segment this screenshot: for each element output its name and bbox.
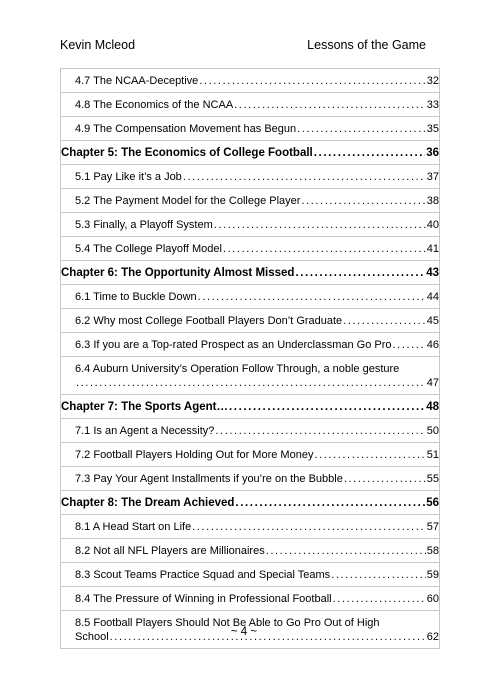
dot-leader: [229, 400, 425, 414]
dot-leader: [76, 376, 426, 390]
toc-entry-title: Chapter 6: The Opportunity Almost Missed: [61, 267, 295, 279]
toc-chapter-row[interactable]: [60, 141, 440, 165]
toc-entry-page: 51: [426, 449, 439, 461]
toc-entry-title: 5.1 Pay Like it’s a Job: [75, 171, 182, 183]
toc-section-row[interactable]: [60, 563, 440, 587]
toc-entry-page: 59: [426, 569, 439, 581]
toc-entry-page: 47: [426, 377, 439, 389]
toc-entry-page: 62: [426, 631, 439, 643]
dot-leader: [214, 218, 426, 232]
toc-entry-page: 60: [426, 593, 439, 605]
toc-entry-title: 7.1 Is an Agent a Necessity?: [75, 425, 215, 437]
toc-entry-title: 5.3 Finally, a Playoff System: [75, 219, 213, 231]
toc-section-row[interactable]: [60, 419, 440, 443]
dot-leader: [344, 472, 426, 486]
toc-entry-title: 6.3 If you are a Top-rated Prospect as an Underclassman Go Pro: [75, 339, 392, 351]
toc-section-row[interactable]: [60, 443, 440, 467]
toc-entry-title: 6.1 Time to Buckle Down: [75, 291, 197, 303]
dot-leader: [215, 424, 425, 438]
toc-entry-page: 41: [426, 243, 439, 255]
toc-section-row[interactable]: [60, 213, 440, 237]
toc-entry-title: Chapter 5: The Economics of College Football: [61, 147, 313, 159]
toc-entry-title-line1: 8.5 Football Players Should Not Be Able to Go Pro Out of High: [75, 617, 380, 629]
toc-entry-page: 46: [426, 339, 439, 351]
toc-entry-title: Chapter 7: The Sports Agent…: [61, 401, 228, 413]
toc-section-row[interactable]: [60, 467, 440, 491]
table-of-contents: [60, 68, 440, 649]
toc-entry-page: 45: [426, 315, 439, 327]
toc-entry-page: 38: [426, 195, 439, 207]
dot-leader: [266, 544, 426, 558]
dot-leader: [192, 520, 426, 534]
toc-section-row[interactable]: [60, 237, 440, 261]
toc-chapter-row[interactable]: [60, 395, 440, 419]
toc-entry-page: 32: [426, 75, 439, 87]
dot-leader: [393, 338, 426, 352]
toc-entry-page: 40: [426, 219, 439, 231]
toc-entry-title: 6.2 Why most College Football Players Don’t Graduate: [75, 315, 343, 327]
dot-leader: [235, 496, 425, 510]
header-book-title: Lessons of the Game: [307, 38, 426, 52]
dot-leader: [199, 74, 425, 88]
toc-entry-page: 56: [426, 497, 439, 509]
toc-section-row[interactable]: [60, 189, 440, 213]
toc-entry-title: 8.3 Scout Teams Practice Squad and Special Teams: [75, 569, 331, 581]
header-author: Kevin Mcleod: [60, 38, 136, 52]
toc-section-row[interactable]: [60, 285, 440, 309]
toc-entry-page: 35: [426, 123, 439, 135]
running-header: [60, 38, 426, 52]
toc-section-row[interactable]: [60, 333, 440, 357]
toc-section-row[interactable]: [60, 515, 440, 539]
toc-entry-title-line1: 6.4 Auburn University’s Operation Follow Through, a noble gesture: [75, 363, 400, 375]
dot-leader: [198, 290, 426, 304]
toc-section-row[interactable]: [60, 309, 440, 333]
toc-entry-title-line2: School: [75, 631, 109, 643]
toc-entry-title: 8.2 Not all NFL Players are Millionaires: [75, 545, 265, 557]
dot-leader: [223, 242, 426, 256]
toc-section-row[interactable]: [60, 357, 440, 395]
toc-entry-page: 50: [426, 425, 439, 437]
toc-section-row[interactable]: [60, 117, 440, 141]
dot-leader: [297, 122, 426, 136]
dot-leader: [301, 194, 425, 208]
toc-entry-page: 37: [426, 171, 439, 183]
toc-entry-title: 7.3 Pay Your Agent Installments if you’re on the Bubble: [75, 473, 343, 485]
dot-leader: [314, 146, 425, 160]
dot-leader: [343, 314, 426, 328]
page-number: ~ 4 ~: [230, 626, 258, 638]
dot-leader: [295, 266, 425, 280]
toc-section-row[interactable]: [60, 539, 440, 563]
toc-section-row[interactable]: [60, 587, 440, 611]
toc-entry-page: 55: [426, 473, 439, 485]
toc-entry-page: 48: [426, 401, 439, 413]
toc-entry-page: 43: [426, 267, 439, 279]
toc-entry-title: Chapter 8: The Dream Achieved: [61, 497, 235, 509]
toc-section-row[interactable]: [60, 165, 440, 189]
toc-entry-title: 4.7 The NCAA-Deceptive: [75, 75, 199, 87]
dot-leader: [333, 592, 426, 606]
toc-entry-title: 5.2 The Payment Model for the College Player: [75, 195, 301, 207]
toc-entry-page: 33: [426, 99, 439, 111]
dot-leader: [331, 568, 426, 582]
toc-entry-title: 8.1 A Head Start on Life: [75, 521, 192, 533]
dot-leader: [234, 98, 426, 112]
toc-section-row[interactable]: [60, 69, 440, 93]
toc-entry-title: 5.4 The College Playoff Model: [75, 243, 222, 255]
toc-entry-title: 4.9 The Compensation Movement has Begun: [75, 123, 297, 135]
toc-entry-page: 36: [426, 147, 439, 159]
toc-entry-title: 4.8 The Economics of the NCAA: [75, 99, 234, 111]
toc-section-row[interactable]: [60, 93, 440, 117]
dot-leader: [314, 448, 425, 462]
toc-chapter-row[interactable]: [60, 261, 440, 285]
toc-entry-title: 7.2 Football Players Holding Out for More Money: [75, 449, 314, 461]
toc-entry-page: 44: [426, 291, 439, 303]
toc-chapter-row[interactable]: [60, 491, 440, 515]
toc-entry-page: 57: [426, 521, 439, 533]
toc-entry-page: 58: [426, 545, 439, 557]
dot-leader: [183, 170, 426, 184]
toc-entry-title: 8.4 The Pressure of Winning in Professional Football: [75, 593, 332, 605]
